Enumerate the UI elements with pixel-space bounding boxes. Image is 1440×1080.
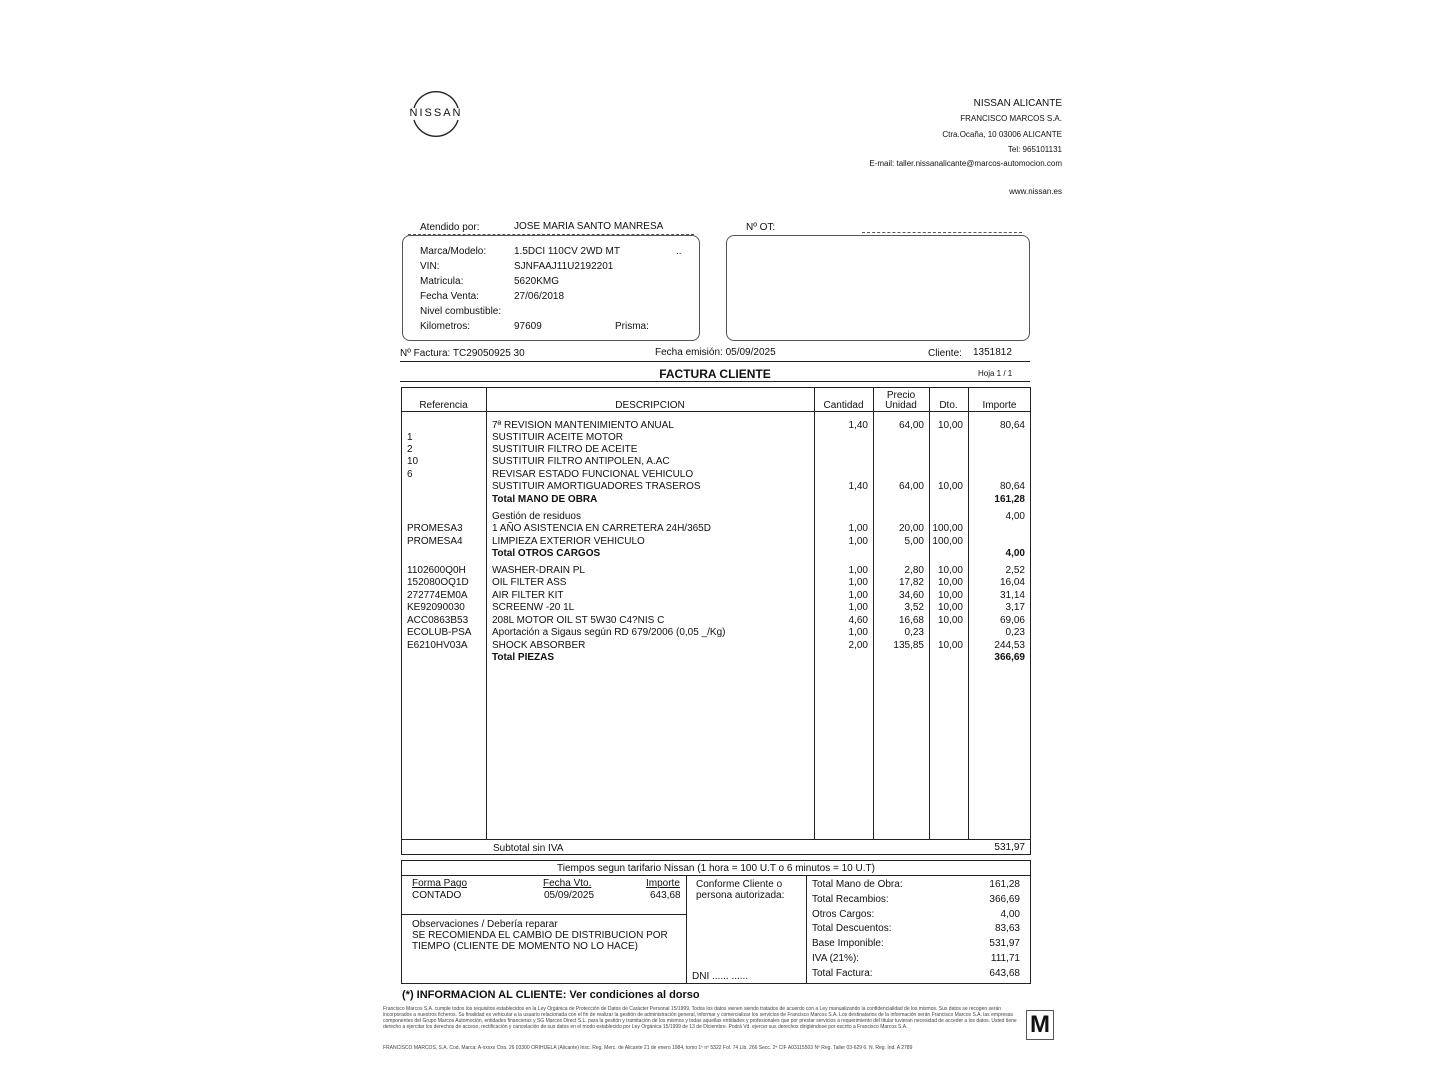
client-number: 1351812 <box>973 347 1012 358</box>
dealer-email: E-mail: taller.nissanalicante@marcos-automocion.com <box>869 159 1062 168</box>
dealer-web: www.nissan.es <box>1009 187 1062 196</box>
total-row <box>812 968 1026 983</box>
cell-description: SUSTITUIR FILTRO DE ACEITE <box>492 444 638 455</box>
cell-discount: 10,00 <box>937 481 963 492</box>
dni-label: DNI ...... ...... <box>692 971 749 982</box>
summary-divider <box>806 875 807 984</box>
header-dto: Dto. <box>939 400 958 411</box>
total-label: Total Descuentos: <box>812 923 892 935</box>
payment-fecha: 05/09/2025 <box>544 890 595 901</box>
dealer-phone: Tel: 965101131 <box>1007 145 1062 154</box>
cell-amount: 161,28 <box>994 494 1025 505</box>
vehicle-row: Marca/Modelo: 1.5DCI 110CV 2WD MT .. <box>420 246 682 257</box>
total-label: Total Recambios: <box>812 893 889 905</box>
tiempos-rule <box>401 875 1031 876</box>
table-row <box>0 536 1440 548</box>
client-label: Cliente: <box>928 348 962 359</box>
attended-value: JOSE MARIA SANTO MANRESA <box>514 221 664 232</box>
cell-unit-price: 64,00 <box>898 481 924 492</box>
badge-logo: M <box>1026 1010 1054 1040</box>
nissan-logo <box>404 88 468 140</box>
cell-amount: 0,23 <box>1005 627 1025 638</box>
cell-quantity: 1,00 <box>848 590 868 601</box>
total-row <box>812 909 1026 924</box>
cell-amount: 244,53 <box>994 640 1025 651</box>
cell-description: Total OTROS CARGOS <box>492 548 601 559</box>
table-row <box>0 432 1440 444</box>
table-row <box>0 456 1440 468</box>
total-value: 643,68 <box>989 967 1020 979</box>
total-row <box>812 894 1026 909</box>
total-value: 161,28 <box>989 879 1020 890</box>
cell-unit-price: 2,80 <box>904 565 924 576</box>
table-row <box>0 420 1440 432</box>
header-cantidad: Cantidad <box>823 400 864 411</box>
cell-amount: 31,14 <box>999 590 1025 601</box>
cell-description: SUSTITUIR AMORTIGUADORES TRASEROS <box>492 481 701 492</box>
cell-discount: 10,00 <box>937 565 963 576</box>
cell-quantity: 1,00 <box>848 627 868 638</box>
payment-forma: CONTADO <box>412 890 462 901</box>
cell-discount: 10,00 <box>937 577 963 588</box>
cell-quantity: 4,60 <box>848 615 868 626</box>
total-row <box>812 923 1026 938</box>
cell-description: SUSTITUIR FILTRO ANTIPOLEN, A.AC <box>492 456 670 467</box>
summary-divider <box>686 875 687 984</box>
cell-unit-price: 20,00 <box>898 523 924 534</box>
table-row <box>0 652 1440 664</box>
cell-unit-price: 135,85 <box>893 640 924 651</box>
cell-quantity: 1,00 <box>848 602 868 613</box>
cell-reference: E6210HV03A <box>407 640 468 651</box>
cell-reference: 152080OQ1D <box>407 577 469 588</box>
total-row <box>812 879 1026 894</box>
table-row <box>0 577 1440 589</box>
table-row <box>0 481 1440 493</box>
cell-amount: 16,04 <box>999 577 1025 588</box>
total-label: IVA (21%): <box>812 952 860 964</box>
dealer-company: FRANCISCO MARCOS S.A. <box>960 114 1062 123</box>
ot-box <box>726 235 1030 341</box>
cell-quantity: 2,00 <box>848 640 868 651</box>
header-rule <box>401 411 1031 412</box>
cell-discount: 10,00 <box>937 590 963 601</box>
cell-reference: ECOLUB-PSA <box>407 627 472 638</box>
cell-description: 1 AÑO ASISTENCIA EN CARRETERA 24H/365D <box>492 523 711 534</box>
cell-unit-price: 5,00 <box>904 536 924 547</box>
cell-quantity: 1,40 <box>848 420 868 431</box>
table-row <box>0 523 1440 535</box>
cell-description: LIMPIEZA EXTERIOR VEHICULO <box>492 536 645 547</box>
total-row <box>812 938 1026 953</box>
table-row <box>0 511 1440 523</box>
cell-quantity: 1,00 <box>848 577 868 588</box>
conforme-label: Conforme Cliente o persona autorizada: <box>696 879 785 901</box>
vehicle-row: VIN: SJNFAAJ11U2192201 <box>420 261 614 272</box>
cell-description: Total PIEZAS <box>492 652 555 663</box>
cell-amount: 80,64 <box>999 481 1025 492</box>
signature-area[interactable] <box>688 905 804 967</box>
cell-unit-price: 34,60 <box>898 590 924 601</box>
observaciones-text: SE RECOMIENDA EL CAMBIO DE DISTRIBUCION POR TIEMPO (CLIENTE DE MOMENTO NO LO HACE) <box>412 930 668 952</box>
total-label: Total Factura: <box>812 967 873 979</box>
cell-unit-price: 17,82 <box>898 577 924 588</box>
cell-description: REVISAR ESTADO FUNCIONAL VEHICULO <box>492 469 694 480</box>
cell-amount: 4,00 <box>1005 548 1025 559</box>
total-row <box>812 953 1026 968</box>
cell-description: Aportación a Sigaus según RD 679/2006 (0,05 _/Kg) <box>492 627 726 638</box>
vehicle-row: Fecha Venta: 27/06/2018 <box>420 291 565 302</box>
dealer-info <box>762 98 1062 196</box>
invoice-date: Fecha emisión: 05/09/2025 <box>655 347 776 358</box>
observaciones-label: Observaciones / Debería reparar <box>412 919 558 930</box>
legal-text: Francisco Marcos S.A. cumple todos los requisitos establecidos en la Ley Orgánica de Protección de Datos de Carácter Personal 15/1999. Todos los datos vienen siendo tratados de acuerdo con a Ley manualizando la confidencialidad de los mismos. Sus datos se recogen serán incorporados a nuestros ficheros. Su finalidad es vehicular a la usuario relacionada con el fin de realizar la gestión de administración general, informar y comercializar los servicios de Francisco Marcos S.A. Los destinatarios de la información serán Francisco Marcos S.A. las empresas componentes del Grupo Marcos Automoción, entidades financieras y SG Marcos Direct S.L. para la gestión y tramitación de los mismos y todas aquellas entidades y profesionales que por prestar servicios a requerimiento del titular tuvieran necesidad de acceder a los datos. Usted tiene derecho a ejercitar los derechos de acceso, rectificación y cancelación de sus datos en el modo establecido por Ley Orgánica 15/1999 de 13 de Diciembre. Podrá Vd. ejercer sus derechos dirigiéndose por escrito a Francisco Marcos S.A. <box>383 1006 1017 1030</box>
total-value: 366,69 <box>989 893 1020 905</box>
invoice-rule <box>400 361 1030 362</box>
ot-rule <box>862 232 1022 233</box>
cell-description: 208L MOTOR OIL ST 5W30 C4?NIS C <box>492 615 665 626</box>
payment-header-importe: Importe <box>646 878 680 889</box>
invoice-title: FACTURA CLIENTE <box>659 367 771 381</box>
footer-text: FRANCISCO MARCOS, S.A. Cod. Marca: A-xxxxx Ctra. 26 03300 ORIHUELA (Alicante) Insc. Reg. Merc. de Alicante 21 de enero 1984, tomo 1º nº 5322 Fol. 74 Lib. 266 Secc. 2ª CIF A03115503 Nº Reg. Taller 03-629 6. N. Reg. Ind. A 2789 <box>383 1045 913 1051</box>
table-row <box>0 640 1440 652</box>
totals-list <box>812 879 1026 983</box>
header-descripcion: DESCRIPCION <box>615 400 685 411</box>
cell-amount: 366,69 <box>994 652 1025 663</box>
payment-header-fecha: Fecha Vto. <box>543 878 592 889</box>
table-row <box>0 602 1440 614</box>
payment-header-forma: Forma Pago <box>412 878 468 889</box>
logo-text: NISSAN <box>409 107 463 119</box>
cell-reference: ACC0863B53 <box>407 615 469 626</box>
vehicle-row: Matricula: 5620KMG <box>420 276 560 287</box>
cell-amount: 2,52 <box>1005 565 1025 576</box>
payment-rule <box>401 914 686 915</box>
dealer-address: Ctra.Ocaña, 10 03006 ALICANTE <box>942 130 1062 139</box>
cell-description: AIR FILTER KIT <box>492 590 564 601</box>
cell-quantity: 1,00 <box>848 565 868 576</box>
page-indicator: Hoja 1 / 1 <box>978 369 1013 378</box>
total-value: 111,71 <box>990 952 1020 964</box>
table-row <box>0 444 1440 456</box>
vehicle-row: Kilometros: 97609 Prisma: <box>420 321 649 332</box>
info-client: (*) INFORMACION AL CLIENTE: Ver condiciones al dorso <box>402 989 700 1001</box>
vehicle-details <box>420 246 690 336</box>
table-row <box>0 494 1440 506</box>
cell-reference: 2 <box>407 444 413 455</box>
cell-description: SCREENW -20 1L <box>492 602 575 613</box>
cell-description: SHOCK ABSORBER <box>492 640 586 651</box>
cell-reference: 10 <box>407 456 419 467</box>
subtotal-label: Subtotal sin IVA <box>493 843 564 854</box>
table-row <box>0 627 1440 639</box>
total-value: 4,00 <box>1000 908 1020 920</box>
cell-discount: 10,00 <box>937 420 963 431</box>
cell-discount: 100,00 <box>932 523 963 534</box>
cell-amount: 80,64 <box>999 420 1025 431</box>
ot-label: Nº OT: <box>746 222 776 233</box>
cell-discount: 10,00 <box>937 615 963 626</box>
cell-quantity: 1,40 <box>848 481 868 492</box>
cell-reference: 272774EM0A <box>407 590 468 601</box>
header-precio: Precio <box>886 390 916 401</box>
subtotal-rule <box>401 839 1031 840</box>
table-row <box>0 469 1440 481</box>
cell-description: Gestión de residuos <box>492 511 581 522</box>
title-rule <box>400 381 1030 382</box>
table-row <box>0 565 1440 577</box>
cell-reference: KE92090030 <box>407 602 465 613</box>
invoice-number: Nº Factura: TC29050925 30 <box>400 348 525 359</box>
cell-amount: 4,00 <box>1005 511 1025 522</box>
cell-quantity: 1,00 <box>848 523 868 534</box>
cell-amount: 3,17 <box>1005 602 1025 613</box>
cell-description: Total MANO DE OBRA <box>492 494 598 505</box>
cell-reference: PROMESA4 <box>407 536 463 547</box>
cell-discount: 10,00 <box>937 640 963 651</box>
cell-description: SUSTITUIR ACEITE MOTOR <box>492 432 623 443</box>
table-row <box>0 548 1440 560</box>
cell-discount: 100,00 <box>932 536 963 547</box>
total-label: Otros Cargos: <box>812 908 875 920</box>
cell-description: WASHER-DRAIN PL <box>492 565 585 576</box>
cell-reference: 1 <box>407 432 413 443</box>
header-unidad: Unidad <box>885 400 917 411</box>
total-value: 83,63 <box>994 923 1020 935</box>
cell-description: OIL FILTER ASS <box>492 577 567 588</box>
subtotal-value: 531,97 <box>994 842 1025 853</box>
total-label: Total Mano de Obra: <box>812 879 903 890</box>
cell-unit-price: 0,23 <box>904 627 924 638</box>
cell-unit-price: 16,68 <box>898 615 924 626</box>
cell-reference: 1102600Q0H <box>407 565 466 576</box>
cell-description: 7ª REVISION MANTENIMIENTO ANUAL <box>492 420 674 431</box>
cell-reference: PROMESA3 <box>407 523 463 534</box>
table-row <box>0 590 1440 602</box>
total-value: 531,97 <box>989 938 1020 950</box>
cell-unit-price: 3,52 <box>904 602 924 613</box>
cell-discount: 10,00 <box>937 602 963 613</box>
table-row <box>0 615 1440 627</box>
cell-amount: 69,06 <box>999 615 1025 626</box>
header-importe: Importe <box>982 400 1017 411</box>
dealer-name: NISSAN ALICANTE <box>973 98 1062 109</box>
total-label: Base Imponible: <box>812 938 884 950</box>
cell-quantity: 1,00 <box>848 536 868 547</box>
attended-label: Atendido por: <box>420 222 480 233</box>
cell-reference: 6 <box>407 469 413 480</box>
tiempos-note: Tiempos segun tarifario Nissan (1 hora = 100 U.T o 6 minutos = 10 U.T) <box>557 863 875 874</box>
payment-importe: 643,68 <box>650 890 681 901</box>
cell-unit-price: 64,00 <box>898 420 924 431</box>
header-referencia: Referencia <box>419 400 468 411</box>
vehicle-row: Nivel combustible: <box>420 306 502 317</box>
